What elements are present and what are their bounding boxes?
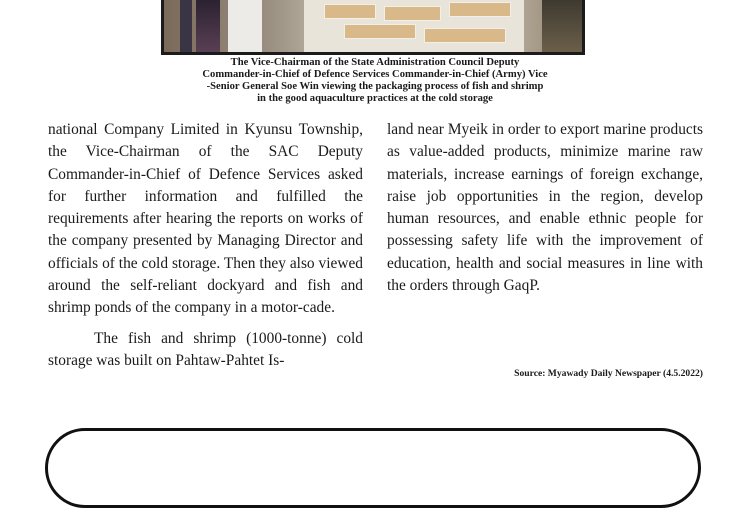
article-paragraph: national Company Limited in Kyunsu Township, the Vice-Chairman of the SAC Deputy Commander-in-Chief of Defence Services asked for further information and fulfilled the requirements after hearing the reports on works of the company presented by Managing Director and officials of the cold storage. Then they also viewed around the self-reliant dockyard and fish and shrimp ponds of the company in a motor-cade. xyxy=(48,121,363,317)
photo-tray-shape xyxy=(324,4,376,19)
photo-tray-shape xyxy=(384,6,441,21)
article-paragraph: land near Myeik in order to export marine products as value-added products, minimize marine raw materials, increase earnings of foreign exchange, raise job opportunities in the region, develop human resources, and enable ethnic people for possessing safety life with the improvement of education, health and social measures in line with the orders through GaqP. xyxy=(387,121,703,295)
photo-tray-shape xyxy=(344,24,416,39)
article-paragraph: The fish and shrimp (1000-tonne) cold storage was built on Pahtaw-Pahtet Is- xyxy=(48,329,363,369)
caption-line: in the good aquaculture practices at the cold storage xyxy=(257,93,493,104)
article-column-left xyxy=(48,119,363,372)
rounded-frame-box xyxy=(45,428,701,508)
photo-person-shape xyxy=(542,0,582,52)
caption-line: The Vice-Chairman of the State Administration Council Deputy xyxy=(230,57,520,68)
photo-caption xyxy=(130,57,620,105)
photo-tray-shape xyxy=(424,28,506,43)
caption-line: -Senior General Soe Win viewing the packaging process of fish and shrimp xyxy=(206,81,544,92)
photo-person-shape xyxy=(228,0,262,52)
source-credit: Source: Myawady Daily Newspaper (4.5.2022) xyxy=(514,368,703,379)
article-column-right xyxy=(387,119,703,297)
article-photo xyxy=(161,0,585,55)
photo-table-shape xyxy=(304,0,524,52)
caption-line: Commander-in-Chief of Defence Services Commander-in-Chief (Army) Vice xyxy=(202,69,548,80)
photo-image-icon xyxy=(164,0,582,52)
photo-tray-shape xyxy=(449,2,511,17)
photo-person-shape xyxy=(180,0,192,52)
photo-person-shape xyxy=(196,0,220,52)
